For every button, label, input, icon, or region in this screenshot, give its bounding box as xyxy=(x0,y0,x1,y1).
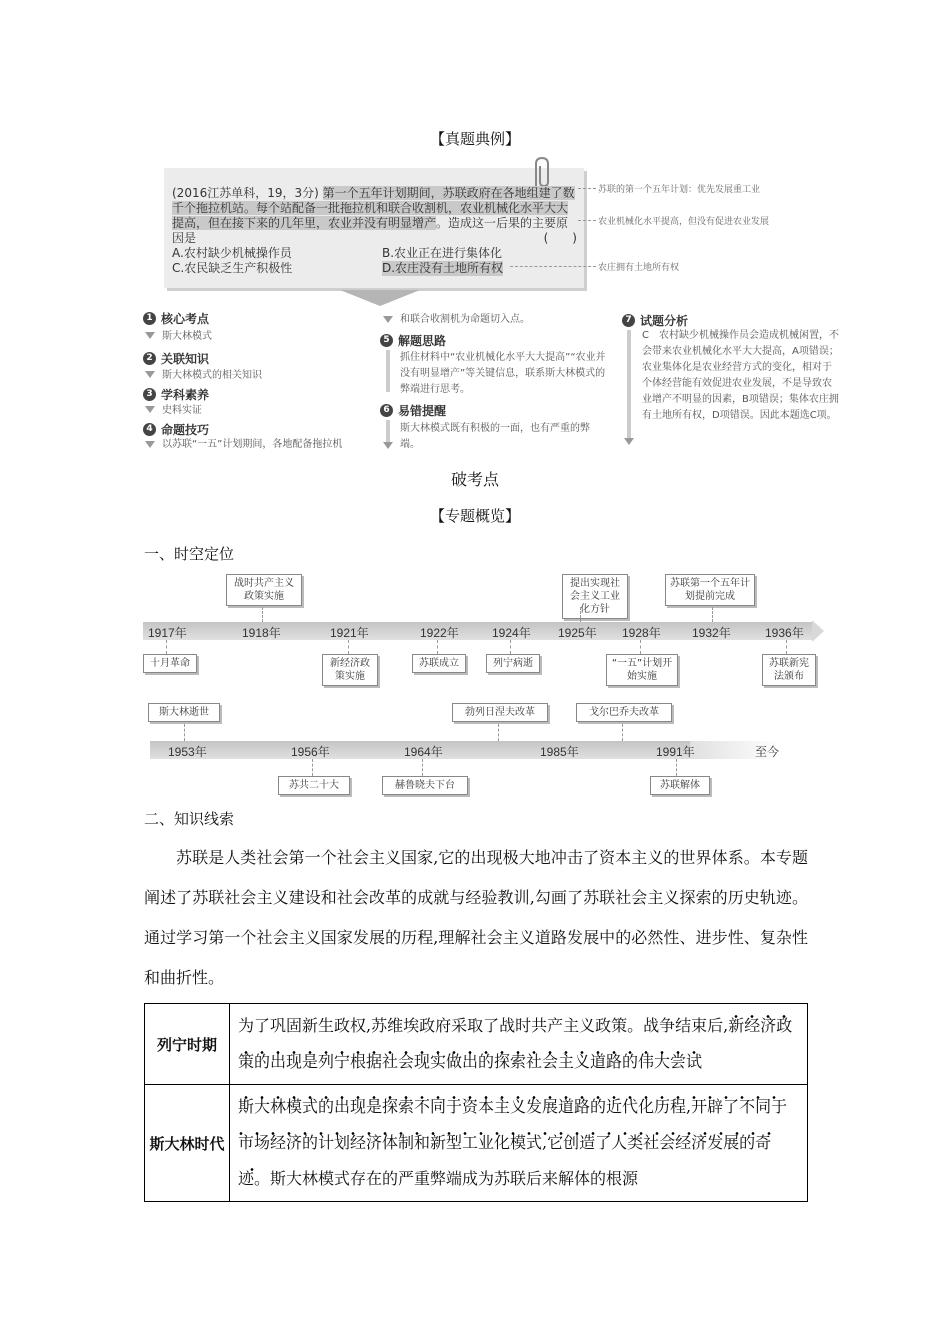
analysis-question-title: 7 试题分析 xyxy=(622,312,688,329)
timeline-connector xyxy=(676,759,677,776)
timeline-event-above: 提出实现社会主义工业化方针 xyxy=(562,574,628,619)
timeline-connector xyxy=(166,640,167,654)
note-leader xyxy=(578,220,596,221)
timeline-year: 1956年 xyxy=(291,745,330,759)
timeline-event-below: 新经济政策实施 xyxy=(322,654,378,686)
timeline-connector xyxy=(510,640,511,654)
analysis-literacy-title: 3 学科素养 xyxy=(143,386,209,403)
note-leader xyxy=(578,188,596,189)
side-note: 农业机械化水平提高，但没有促进农业发展 xyxy=(598,217,770,227)
arrow-icon xyxy=(145,371,155,378)
note-leader xyxy=(510,266,596,267)
question-stem-highlight: 第一个五年计划期间，苏联政府在各地组建了数千个拖拉机站。每个站配备一批拖拉机和联合收割机，农业机械化水平大大提高，但在接下来的几年里，农业并没有明显增产 xyxy=(172,186,575,230)
analysis-pitfall-body: 斯大林模式既有积极的一面，也有严重的弊端。 xyxy=(400,423,590,450)
timeline-event-above: 戈尔巴乔夫改革 xyxy=(576,703,672,722)
option-a: A.农村缺少机械操作员 xyxy=(172,246,292,260)
analysis-question-body: C 农村缺少机械操作员会造成机械闲置，不会带来农业机械化水平大大提高，A项错误；农业集体化是农业经营方式的变化，相对于个体经营能有效促进农业发展，不是导致农业增产不明显的因素，B项错误；集体农庄拥有土地所有权，D项错误。因此本题选C项。 xyxy=(642,330,839,421)
timeline-connector xyxy=(498,724,499,741)
arrow-icon xyxy=(383,442,393,449)
analysis-core-title: 1 核心考点 xyxy=(143,310,209,327)
arrow-icon xyxy=(383,316,393,323)
analysis-approach-body: 抓住材料中“农业机械化水平大大提高”“农业并没有明显增产”等关键信息，联系斯大林模式的弊端进行思考。 xyxy=(400,352,606,395)
timeline-event-below: 苏联解体 xyxy=(650,776,710,795)
timeline-event-below: 十月革命 xyxy=(143,654,197,673)
timeline-year: 1964年 xyxy=(404,745,443,759)
question-text xyxy=(172,186,577,276)
timeline-connector xyxy=(422,759,423,776)
paperclip-icon xyxy=(528,156,554,190)
timeline-connector xyxy=(348,640,349,654)
timeline-event-below: 苏共二十大 xyxy=(278,776,350,795)
table-row-label: 列宁时期 xyxy=(145,1004,230,1085)
section-title-clues: 二、知识线索 xyxy=(144,810,235,828)
timeline-year: 1991年 xyxy=(656,745,695,759)
table-row xyxy=(145,1085,808,1202)
knowledge-table xyxy=(144,1003,808,1202)
arrow-icon xyxy=(624,438,634,445)
timeline-year: 1985年 xyxy=(540,745,579,759)
table-row-text: 斯大林模式的出现是探索不同于资本主义发展道路的近代化历程,开辟了不同于市场经济的计划经济体制和新型工业化模式,它创造了人类社会经济发展的奇迹。斯大林模式存在的严重弊端成为苏联后来解体的根源 xyxy=(230,1085,808,1202)
timeline-event-below: “一五”计划开始实施 xyxy=(606,654,678,686)
timeline-year: 1924年 xyxy=(492,626,531,640)
timeline-year: 1922年 xyxy=(420,626,459,640)
timeline-connector xyxy=(312,759,313,776)
timeline-year: 1918年 xyxy=(242,626,281,640)
timeline-event-below: 列宁病逝 xyxy=(486,654,540,673)
table-row-label: 斯大林时代 xyxy=(145,1085,230,1202)
example-heading: 【真题典例】 xyxy=(429,130,520,148)
analysis-core-body: 斯大林模式 xyxy=(162,331,212,342)
timeline-event-above: 苏联第一个五年计划提前完成 xyxy=(665,574,755,606)
option-d: D.农庄没有土地所有权 xyxy=(382,261,504,275)
answer-blank: ( ) xyxy=(543,231,577,245)
timeline-year: 至今 xyxy=(755,745,780,759)
analysis-literacy-body: 史料实证 xyxy=(162,405,202,416)
table-row xyxy=(145,1004,808,1085)
overview-heading: 【专题概览】 xyxy=(429,507,520,525)
analysis-technique-title: 4 命题技巧 xyxy=(143,421,209,438)
timeline-connector xyxy=(437,640,438,654)
down-arrow-icon xyxy=(340,290,420,306)
analysis-technique-body: 以苏联“一五”计划期间，各地配备拖拉机 xyxy=(162,439,343,450)
question-source: (2016江苏单科，19，3分) xyxy=(172,186,319,200)
arrow-icon xyxy=(145,441,155,448)
arrow-icon xyxy=(145,332,155,339)
timeline-event-below: 苏联成立 xyxy=(412,654,466,673)
analysis-technique-continued: 和联合收割机为命题切入点。 xyxy=(400,314,530,325)
timeline-year: 1953年 xyxy=(168,745,207,759)
timeline-event-above: 战时共产主义政策实施 xyxy=(226,574,302,606)
timeline-connector xyxy=(262,607,263,622)
timeline-connector xyxy=(184,724,185,741)
option-c: C.农民缺乏生产积极性 xyxy=(172,261,293,275)
timeline-connector xyxy=(640,640,641,654)
intro-paragraph: 苏联是人类社会第一个社会主义国家,它的出现极大地冲击了资本主义的世界体系。本专题阐述了苏联社会主义建设和社会改革的成就与经验教训,勾画了苏联社会主义探索的历史轨迹。通过学习第一个社会主义国家发展的历程,理解社会主义道路发展中的必然性、进步性、复杂性和曲折性。 xyxy=(144,848,808,987)
arrow-shaft xyxy=(627,330,631,438)
timeline-arrow-icon xyxy=(812,620,824,642)
timeline-event-below: 赫鲁晓夫下台 xyxy=(382,776,468,795)
timeline-year: 1936年 xyxy=(765,626,804,640)
timeline-year: 1921年 xyxy=(330,626,369,640)
question-stem-rest: 。造成这一后果的主要原因是 xyxy=(172,216,569,245)
table-row-text: 为了巩固新生政权,苏维埃政府采取了战时共产主义政策。战争结束后,新经济政策的出现是列宁根据社会现实做出的探索社会主义道路的伟大尝试 xyxy=(230,1004,808,1085)
timeline-year: 1928年 xyxy=(622,626,661,640)
timeline-event-above: 斯大林逝世 xyxy=(148,703,220,722)
arrow-shaft xyxy=(386,420,390,442)
timeline-connector xyxy=(622,724,623,741)
analysis-approach-title: 5 解题思路 xyxy=(380,332,446,349)
section-title-timeline: 一、时空定位 xyxy=(144,545,235,563)
analysis-pitfall-title: 6 易错提醒 xyxy=(380,402,446,419)
timeline-year: 1925年 xyxy=(558,626,597,640)
break-heading: 破考点 xyxy=(450,470,499,489)
option-b: B.农业正在进行集体化 xyxy=(382,246,503,260)
timeline-connector xyxy=(580,607,581,622)
side-note: 农庄拥有土地所有权 xyxy=(598,263,680,273)
analysis-related-body: 斯大林模式的相关知识 xyxy=(162,370,262,381)
arrow-icon xyxy=(145,406,155,413)
timeline-event-above: 勃列日涅夫改革 xyxy=(452,703,548,722)
arrow-shaft xyxy=(386,350,390,392)
timeline-year: 1932年 xyxy=(692,626,731,640)
timeline-connector xyxy=(712,607,713,622)
timeline-connector xyxy=(786,640,787,654)
timeline-event-below: 苏联新宪法颁布 xyxy=(762,654,816,686)
analysis-related-title: 2 关联知识 xyxy=(143,350,209,367)
timeline-year: 1917年 xyxy=(148,626,187,640)
side-note: 苏联的第一个五年计划：优先发展重工业 xyxy=(598,185,761,195)
